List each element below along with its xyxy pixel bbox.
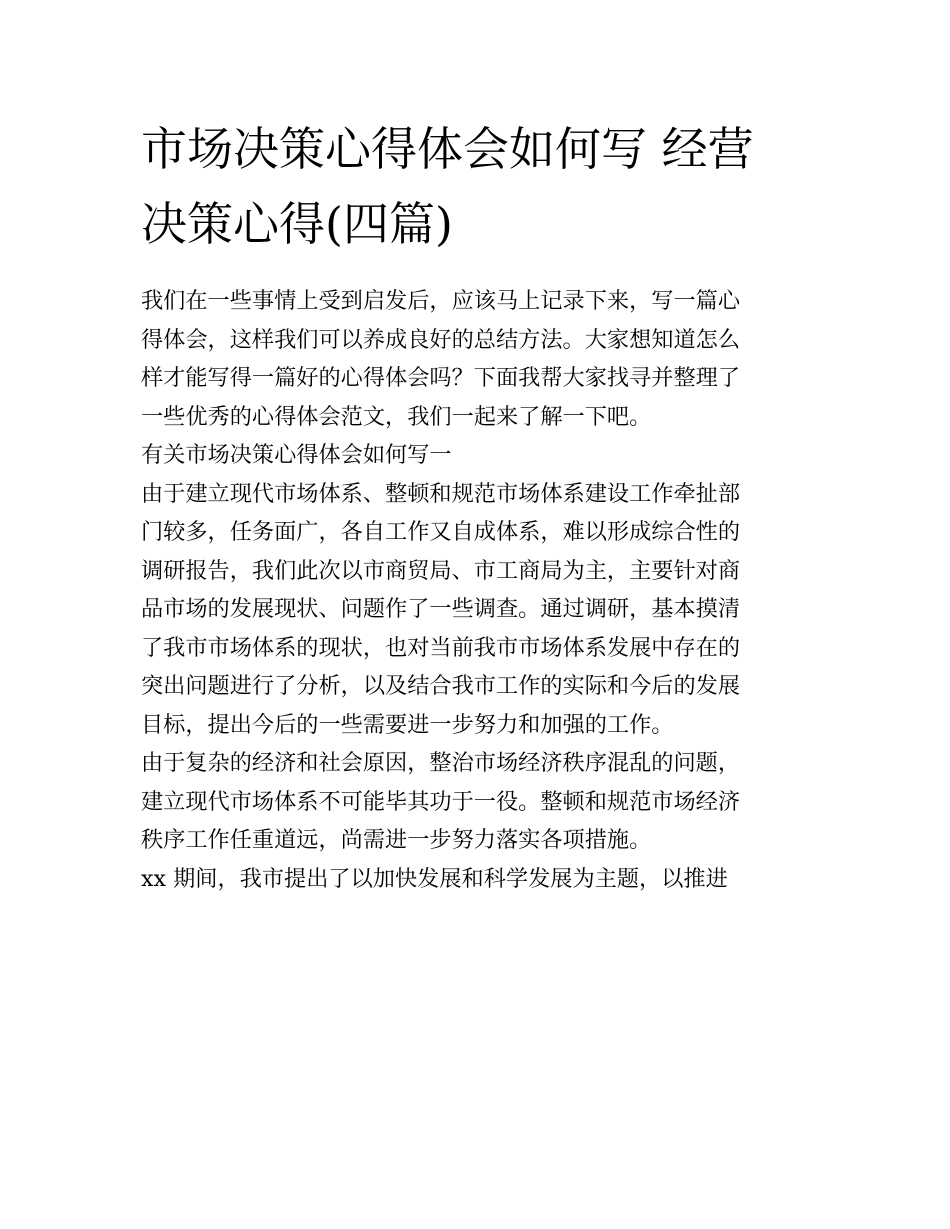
section-heading	[141, 436, 813, 475]
paragraph-line: xx 期间，我市提出了以加快发展和科学发展为主题，以推进	[141, 865, 728, 892]
document-body	[141, 282, 813, 898]
paragraph-line: 突出问题进行了分析，以及结合我市工作的实际和今后的发展	[141, 673, 741, 699]
body-paragraph	[141, 475, 813, 745]
paragraph-line: 调研报告，我们此次以市商贸局、市工商局为主，主要针对商	[141, 557, 741, 584]
paragraph-line: 一些优秀的心得体会范文，我们一起来了解一下吧。	[141, 403, 652, 430]
paragraph-line: 了我市市场体系的现状，也对当前我市市场体系发展中存在的	[141, 634, 741, 661]
paragraph-line: 秩序工作任重道远，尚需进一步努力落实各项措施。	[141, 827, 652, 853]
paragraph-line: 由于复杂的经济和社会原因，整治市场经济秩序混乱的问题，	[141, 750, 741, 776]
paragraph-line: 目标，提出今后的一些需要进一步努力和加强的工作。	[141, 711, 674, 738]
document-title	[141, 112, 821, 262]
paragraph-line: 建立现代市场体系不可能毕其功于一役。整顿和规范市场经济	[141, 788, 741, 815]
section-heading-line: 有关市场决策心得体会如何写一	[141, 442, 452, 468]
title-line-2: 决策心得(四篇)	[141, 197, 453, 251]
paragraph-line: 样才能写得一篇好的心得体会吗？下面我帮大家找寻并整理了	[141, 365, 741, 391]
title-line-1: 市场决策心得体会如何写 经营	[141, 122, 754, 176]
intro-paragraph	[141, 282, 813, 436]
paragraph-line: 品市场的发展现状、问题作了一些调查。通过调研，基本摸清	[141, 596, 741, 622]
body-paragraph	[141, 860, 813, 899]
paragraph-line: 由于建立现代市场体系、整顿和规范市场体系建设工作牵扯部	[141, 480, 741, 507]
paragraph-line: 我们在一些事情上受到启发后，应该马上记录下来，写一篇心	[141, 288, 741, 314]
paragraph-line: 门较多，任务面广，各自工作又自成体系，难以形成综合性的	[141, 519, 741, 545]
paragraph-line: 得体会，这样我们可以养成良好的总结方法。大家想知道怎么	[141, 326, 741, 353]
body-paragraph	[141, 744, 813, 860]
